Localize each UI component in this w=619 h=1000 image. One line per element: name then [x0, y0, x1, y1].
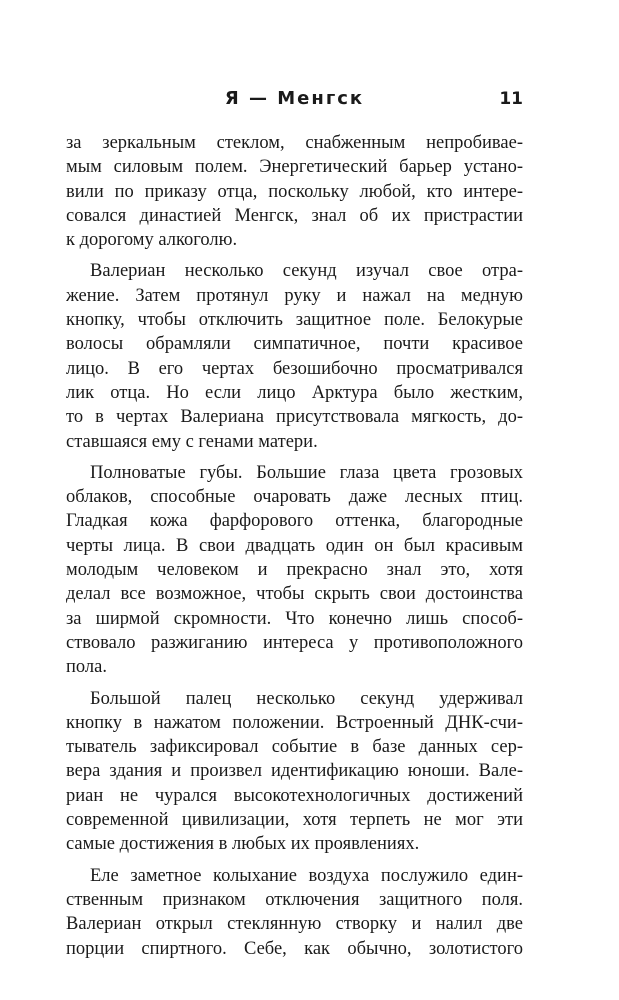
paragraph-gap: [66, 680, 523, 687]
paragraph-2: [66, 259, 523, 453]
text-line: кнопку в нажатом положении. Встроенный ДНК-счи-: [66, 712, 523, 733]
text-line: ствовало разжиганию интереса у противоположного: [66, 632, 523, 653]
text-line: Валериан несколько секунд изучал свое отра-: [90, 261, 523, 282]
text-line: Гладкая кожа фарфорового оттенка, благородные: [66, 511, 523, 532]
text-line: волосы обрамляли симпатичное, почти красивое: [66, 334, 523, 355]
text-line: совался династией Менгск, знал об их пристрастии: [66, 205, 523, 226]
text-line: порции спиртного. Себе, как обычно, золотистого: [66, 938, 523, 959]
running-head: [66, 86, 523, 112]
paragraph-4: [66, 687, 523, 857]
text-line: кнопку, чтобы отключить защитное поле. Белокурые: [66, 310, 523, 331]
text-line: Большой палец несколько секунд удерживал: [90, 688, 523, 709]
text-line: тыватель зафиксировал событие в базе данных сер-: [66, 737, 523, 758]
paragraph-gap: [66, 454, 523, 461]
text-line: Валериан открыл стеклянную створку и налил две: [66, 914, 523, 935]
page-number: 11: [499, 89, 523, 109]
text-line: риан не чурался высокотехнологичных достижений: [66, 785, 523, 806]
text-line: Еле заметное колыхание воздуха послужило един-: [90, 865, 523, 886]
paragraph-3: [66, 461, 523, 680]
text-line: черты лица. В свои двадцать один он был красивым: [66, 535, 523, 556]
text-line: ственным признаком отключения защитного поля.: [66, 889, 523, 910]
text-line: пола.: [66, 657, 107, 678]
text-line: то в чертах Валериана присутствовала мягкость, до-: [66, 407, 523, 428]
text-line: делал все возможное, чтобы скрыть свои достоинства: [66, 584, 523, 605]
text-line: мым силовым полем. Энергетический барьер устано-: [66, 157, 523, 178]
text-line: за зеркальным стеклом, снабженным непробивае-: [66, 133, 523, 153]
text-line: к дорогому алкоголю.: [66, 230, 238, 251]
text-line: за ширмой скромности. Что конечно лишь способ-: [66, 608, 523, 629]
running-title: Я — Менгск: [224, 88, 365, 109]
text-line: Полноватые губы. Большие глаза цвета грозовых: [90, 462, 523, 483]
text-line: жение. Затем протянул руку и нажал на медную: [66, 285, 523, 306]
text-line: вили по приказу отца, поскольку любой, кто интере-: [66, 181, 523, 202]
body-text: [66, 131, 523, 961]
text-line: современной цивилизации, хотя терпеть не мог эти: [66, 810, 523, 831]
paragraph-gap: [66, 857, 523, 864]
text-line: лик отца. Но если лицо Арктура было жестким,: [66, 382, 523, 403]
text-line: самые достижения в любых их проявлениях.: [66, 834, 420, 855]
text-line: вера здания и произвел идентификацию юноши. Вале-: [66, 761, 523, 782]
paragraph-1: [66, 131, 523, 252]
paragraph-5: [66, 864, 523, 961]
text-line: облаков, способные очаровать даже лесных птиц.: [66, 487, 523, 508]
text-line: лицо. В его чертах безошибочно просматривался: [66, 358, 523, 379]
text-line: молодым человеком и прекрасно знал это, хотя: [66, 560, 523, 581]
text-line: ставшаяся ему с генами матери.: [66, 431, 318, 452]
paragraph-gap: [66, 252, 523, 259]
